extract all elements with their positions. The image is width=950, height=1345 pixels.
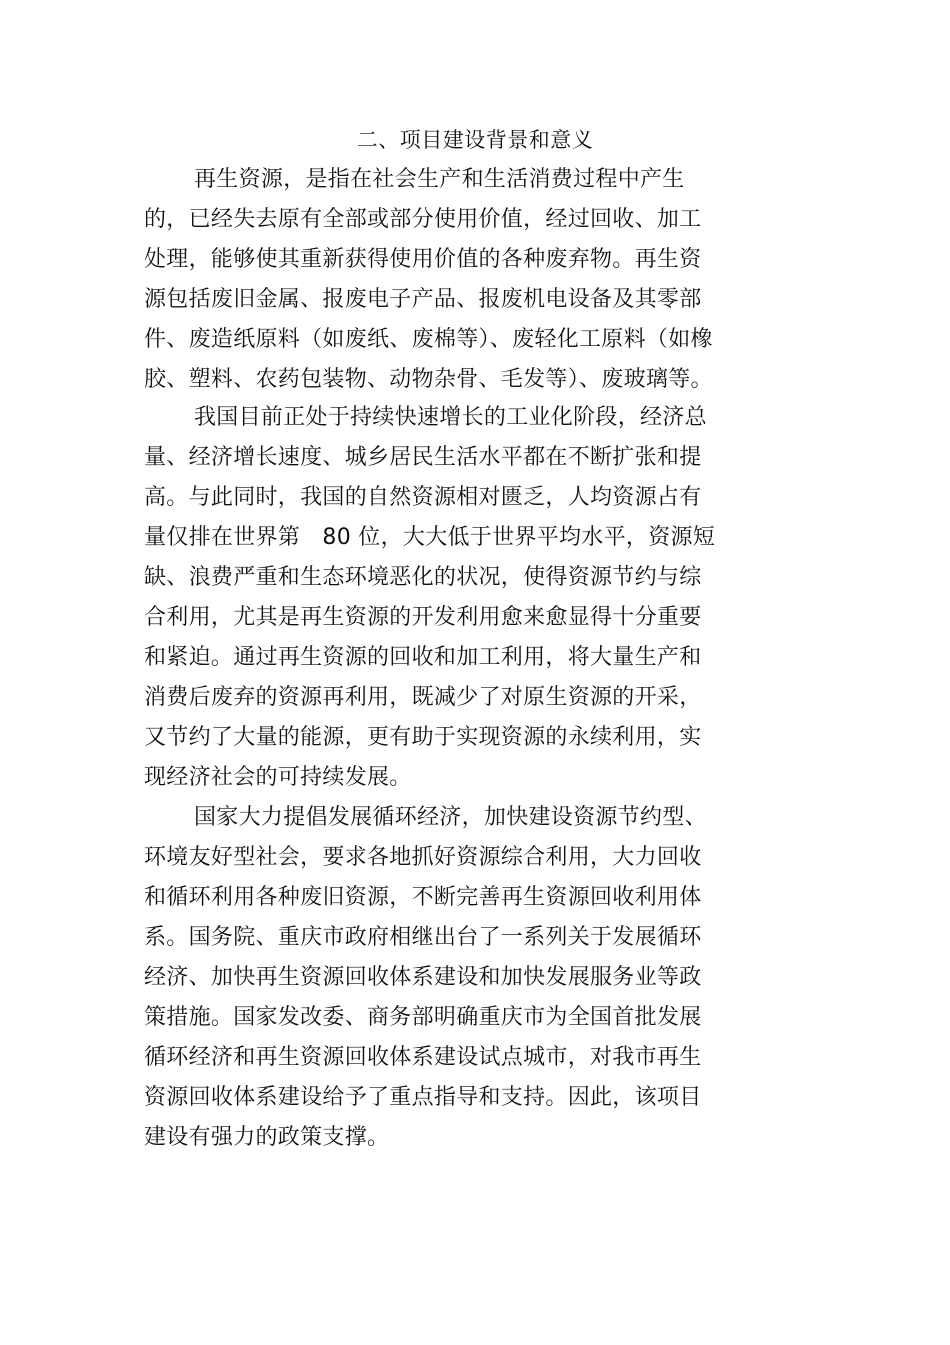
paragraph-line: 和循环利用各种废旧资源，不断完善再生资源回收利用体	[144, 885, 702, 910]
paragraph-line: 我国目前正处于持续快速增长的工业化阶段，经济总	[194, 405, 707, 430]
paragraph-line: 缺、浪费严重和生态环境恶化的状况，使得资源节约与综	[144, 565, 702, 590]
paragraph-line: 经济、加快再生资源回收体系建设和加快发展服务业等政	[144, 965, 702, 990]
paragraph-line: 量、经济增长速度、城乡居民生活水平都在不断扩张和提	[144, 445, 702, 470]
paragraph-line: 胶、塑料、农药包装物、动物杂骨、毛发等）、废玻璃等。	[144, 367, 713, 392]
paragraph-line: 国家大力提倡发展循环经济，加快建设资源节约型、	[194, 805, 707, 830]
section-heading: 二、项目建设背景和意义	[356, 128, 594, 152]
paragraph-line: 再生资源，是指在社会生产和生活消费过程中产生	[194, 167, 685, 192]
paragraph-line: 和紧迫。通过再生资源的回收和加工利用，将大量生产和	[144, 645, 702, 670]
paragraph-3	[144, 798, 744, 1158]
paragraph-1	[144, 160, 744, 400]
paragraph-line: 资源回收体系建设给予了重点指导和支持。因此，该项目	[144, 1085, 702, 1110]
paragraph-line: 现经济社会的可持续发展。	[144, 765, 412, 790]
paragraph-line: 系。国务院、重庆市政府相继出台了一系列关于发展循环	[144, 925, 702, 950]
paragraph-line: 消费后废弃的资源再利用，既减少了对原生资源的开采，	[144, 685, 702, 710]
paragraph-line: 合利用，尤其是再生资源的开发利用愈来愈显得十分重要	[144, 605, 702, 630]
paragraph-line: 策措施。国家发改委、商务部明确重庆市为全国首批发展	[144, 1005, 702, 1030]
paragraph-line: 处理，能够使其重新获得使用价值的各种废弃物。再生资	[144, 247, 702, 272]
paragraph-line: 又节约了大量的能源，更有助于实现资源的永续利用，实	[144, 725, 702, 750]
paragraph-line: 循环经济和再生资源回收体系建设试点城市，对我市再生	[144, 1045, 702, 1070]
paragraph-line: 件、废造纸原料（如废纸、废棉等）、废轻化工原料（如橡	[144, 327, 713, 352]
paragraph-2	[144, 398, 744, 798]
paragraph-line: 环境友好型社会，要求各地抓好资源综合利用，大力回收	[144, 845, 702, 870]
paragraph-line: 建设有强力的政策支撑。	[144, 1125, 390, 1150]
paragraph-line: 量仅排在世界第 80 位，大大低于世界平均水平，资源短	[144, 525, 716, 550]
paragraph-line: 源包括废旧金属、报废电子产品、报废机电设备及其零部	[144, 287, 702, 312]
paragraph-line: 的，已经失去原有全部或部分使用价值，经过回收、加工	[144, 207, 702, 232]
paragraph-line: 高。与此同时，我国的自然资源相对匮乏，人均资源占有	[144, 485, 702, 510]
